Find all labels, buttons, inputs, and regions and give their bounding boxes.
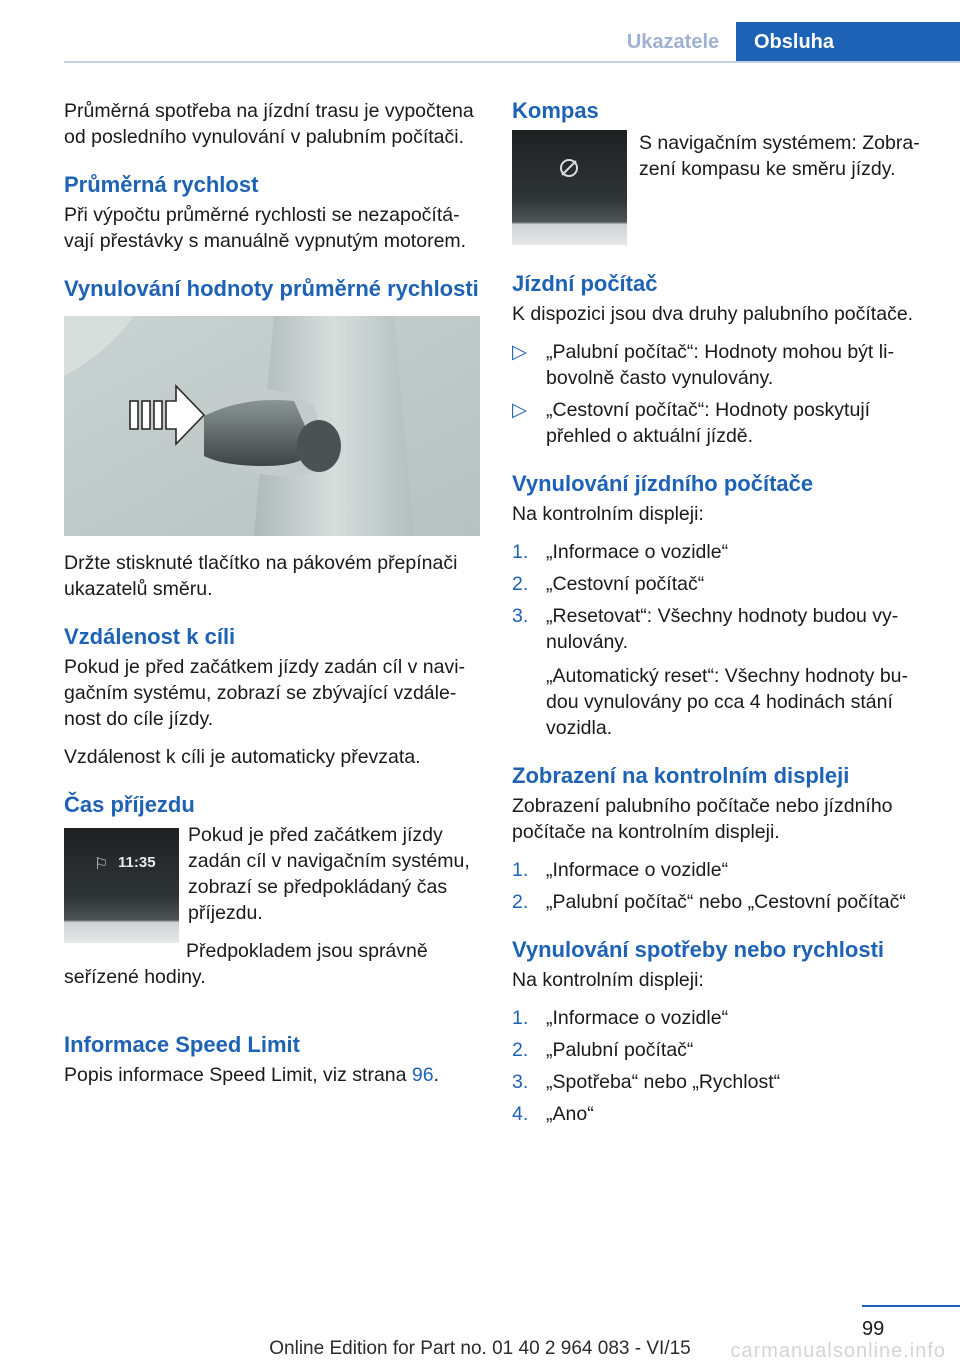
intro-text: Průměrná spotřeba na jízdní trasu je vypočtena od posledního vynulování v palubním počítači. (64, 100, 474, 148)
list-item (512, 397, 926, 449)
list-item (512, 339, 926, 391)
step-number: 2. (512, 573, 529, 595)
compass-text: S navigačním systémem: Zobrazení kompasu ke směru jízdy. (639, 132, 920, 180)
reset-avg-caption: Držte stisknuté tlačítko na pákovém přepínači ukazatelů směru. (64, 552, 458, 600)
step-text: „Informace o vozidle“ (546, 859, 729, 881)
compass-icon (557, 156, 581, 180)
arrival-text-1: Pokud je před začátkem jízdy zadán cíl v navigačním systému, zobrazí se předpokládaný čas příjezdu. (188, 824, 470, 924)
list-item (512, 539, 926, 565)
triangle-bullet-icon: ▷ (512, 399, 527, 421)
header-tab-obsluha[interactable]: Obsluha (736, 22, 960, 62)
step-number: 3. (512, 605, 529, 627)
reset-avg-heading: Vynulování hodnoty průměrné rychlosti (64, 276, 479, 301)
left-column (64, 98, 480, 1100)
step-text: „Spotřeba“ nebo „Rychlost“ (546, 1071, 781, 1093)
reset-trip-text: Na kontrolním displeji: (512, 503, 704, 525)
footer-rule (862, 1305, 960, 1307)
list-item (512, 1101, 926, 1127)
header-tab-ukazatele[interactable]: Ukazatele (626, 31, 720, 53)
step-number: 1. (512, 541, 529, 563)
step-number: 2. (512, 891, 529, 913)
page-number: 99 (862, 1318, 885, 1340)
list-item (512, 1005, 926, 1031)
trip-computer-text: K dispozici jsou dva druhy palubního počítače. (512, 303, 914, 325)
arrival-display-time: 11:35 (118, 854, 156, 871)
distance-heading: Vzdálenost k cíli (64, 624, 236, 649)
display-text: Zobrazení palubního počítače nebo jízdního počítače na kontrolním displeji. (512, 795, 893, 843)
step-number: 1. (512, 1007, 529, 1029)
step-text: „Cestovní počítač“ (546, 573, 705, 595)
bullet-text: „Cestovní počítač“: Hodnoty poskytují přehled o aktuální jízdě. (546, 399, 871, 447)
arrival-block (64, 822, 480, 1002)
step-number: 1. (512, 859, 529, 881)
trip-computer-bullets (512, 339, 926, 449)
arrival-heading: Čas příjezdu (64, 792, 195, 817)
step-text: „Palubní počítač“ nebo „Cestovní počítač“ (546, 891, 906, 913)
step-subtext: „Automatický reset“: Všechny hodnoty budou vynulovány po cca 4 hodinách stání vozidla. (546, 665, 909, 739)
arrival-time-display-image (64, 828, 179, 943)
avg-speed-heading: Průměrná rychlost (64, 172, 259, 197)
speed-limit-text-body: Popis informace Speed Limit, viz strana (64, 1064, 407, 1086)
list-item (512, 603, 926, 741)
step-text: „Informace o vozidle“ (546, 1007, 729, 1029)
arrival-text-2: Předpokladem jsou správně seřízené hodiny. (64, 940, 428, 988)
speed-limit-text-end: . (433, 1064, 440, 1086)
reset-consumption-steps (512, 1005, 926, 1127)
list-item (512, 889, 926, 915)
reset-consumption-heading: Vynulování spotřeby nebo rychlosti (512, 937, 885, 962)
step-text: „Informace o vozidle“ (546, 541, 729, 563)
trip-computer-heading: Jízdní počítač (512, 271, 658, 296)
list-item (512, 1037, 926, 1063)
reset-consumption-text: Na kontrolním displeji: (512, 969, 704, 991)
edition-text: Online Edition for Part no. 01 40 2 964 083 - VI/15 (269, 1338, 691, 1359)
triangle-bullet-icon: ▷ (512, 341, 527, 363)
step-text: „Palubní počítač“ (546, 1039, 694, 1061)
distance-text-1: Pokud je před začátkem jízdy zadán cíl v navigačním systému, zobrazí se zbývající vzdálenost do cíle jízdy. (64, 656, 466, 730)
display-steps (512, 857, 926, 915)
reset-trip-steps (512, 539, 926, 741)
step-number: 4. (512, 1103, 529, 1125)
display-heading: Zobrazení na kontrolním displeji (512, 763, 850, 788)
avg-speed-text: Při výpočtu průměrné rychlosti se nezapočítávají přestávky s manuálně vypnutým motorem. (64, 204, 467, 252)
flag-icon: ⚐ (94, 856, 109, 873)
list-item (512, 857, 926, 883)
speed-limit-text (64, 1062, 480, 1088)
compass-block (512, 130, 926, 245)
step-number: 2. (512, 1039, 529, 1061)
distance-text-2: Vzdálenost k cíli je automaticky převzata. (64, 746, 421, 768)
watermark: carmanualsonline.info (730, 1340, 946, 1362)
header-rule (64, 61, 960, 63)
turn-signal-lever-illustration (64, 316, 480, 536)
compass-heading: Kompas (512, 98, 599, 123)
step-text: „Resetovat“: Všechny hodnoty budou vynulovány. (546, 605, 899, 653)
list-item (512, 571, 926, 597)
list-item (512, 1069, 926, 1095)
reset-trip-heading: Vynulování jízdního počítače (512, 471, 814, 496)
compass-display-image (512, 130, 627, 245)
step-text: „Ano“ (546, 1103, 594, 1125)
speed-limit-heading: Informace Speed Limit (64, 1032, 300, 1057)
speed-limit-page-link[interactable]: 96 (411, 1064, 434, 1086)
step-number: 3. (512, 1071, 529, 1093)
right-column (512, 98, 926, 1137)
bullet-text: „Palubní počítač“: Hodnoty mohou být libovolně často vynulovány. (546, 341, 894, 389)
